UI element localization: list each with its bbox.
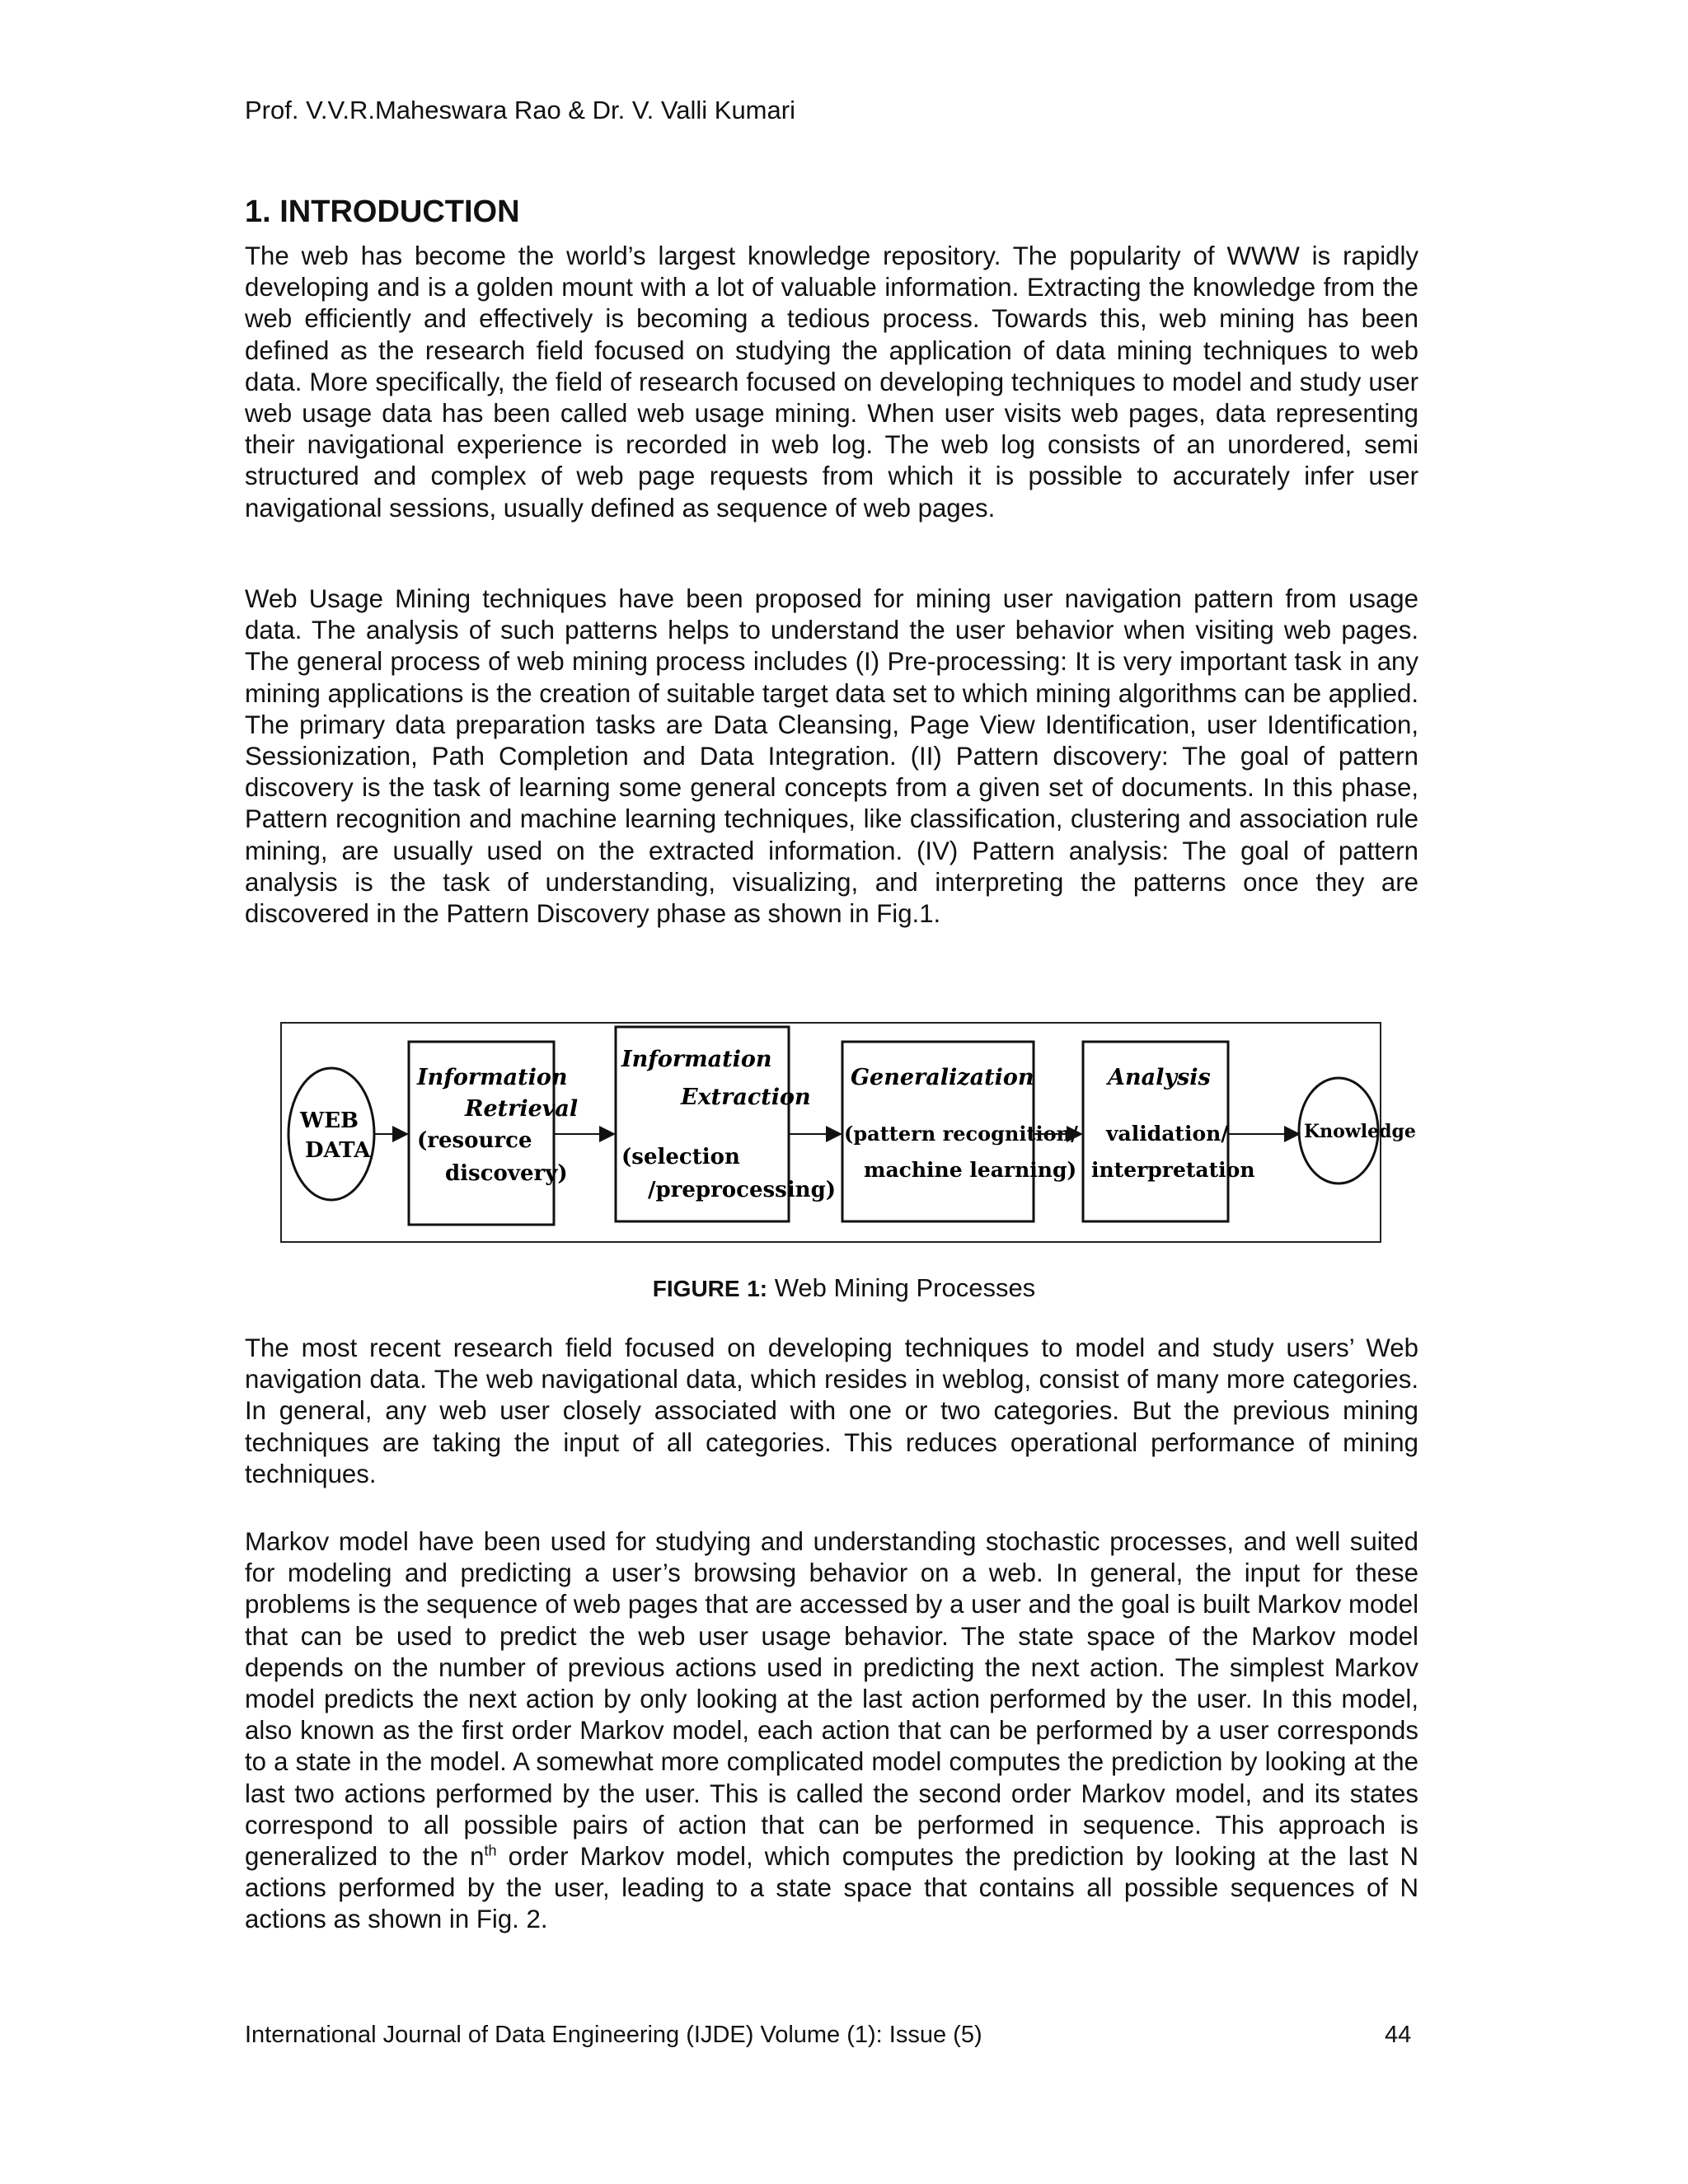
paragraph-4: [245, 1526, 1418, 1936]
paragraph-3: The most recent research field focused on developing techniques to model and study users’ Web navigation data. The web navigational data, which resides in weblog, consist of many more categories. In general, any web user closely associated with one or two categories. But the previous mining techniques are taking the input of all categories. This reduces operational performance of mining techniques.: [245, 1333, 1418, 1488]
ir-label-3: (resource: [417, 1128, 532, 1153]
web-data-label-2: DATA: [305, 1138, 371, 1163]
caption-number: 1: [747, 1276, 760, 1301]
paragraph-4-superscript: th: [484, 1842, 497, 1859]
section-heading: 1. INTRODUCTION: [245, 194, 520, 229]
web-data-label-1: WEB: [300, 1108, 359, 1133]
running-header-authors: Prof. V.V.R.Maheswara Rao & Dr. V. Valli Kumari: [245, 96, 795, 124]
ir-label-1: Information: [417, 1065, 568, 1090]
gen-label-2: (pattern recognition/: [844, 1122, 1078, 1146]
ie-label-4: /preprocessing): [648, 1178, 837, 1202]
ie-label-1: Information: [621, 1047, 772, 1072]
footer-journal: International Journal of Data Engineering (IJDE) Volume (1): Issue (5): [245, 2022, 982, 2048]
ir-label-4: discovery): [445, 1161, 568, 1186]
figure-web-mining-processes: [280, 1022, 1416, 1243]
ir-label-2: Retrieval: [465, 1096, 579, 1122]
paragraph-2: Web Usage Mining techniques have been proposed for mining user navigation pattern from usage data. The analysis of such patterns helps to understand the user behavior when visiting web pages. The general process of web mining process includes (I) Pre-processing: It is very important task in any mining applications is the creation of suitable target data set to which mining algorithms can be applied. The primary data preparation tasks are Data Cleansing, Page View Identification, user Identification, Sessionization, Path Completion and Data Integration. (II) Pattern discovery: The goal of pattern discovery is the task of learning some general concepts from a given set of documents. In this phase, Pattern recognition and machine learning techniques, like classification, clustering and association rule mining, are usually used on the extracted information. (IV) Pattern analysis: The goal of pattern analysis is the task of understanding, visualizing, and interpreting the patterns once they are discovered in the Pattern Discovery phase as shown in Fig.1.: [245, 584, 1418, 929]
knowledge-label: Knowledge: [1304, 1121, 1416, 1142]
ie-label-3: (selection: [621, 1145, 740, 1169]
gen-label-3: machine learning): [864, 1158, 1077, 1182]
an-label-1: Analysis: [1108, 1065, 1211, 1090]
web-data-node: [288, 1068, 374, 1200]
paragraph-4-part-2: order Markov model, which computes the prediction by looking at the last N actions performed by the user, leading to a state space that contains all possible sequences of N actions as shown in Fig. 2.: [245, 1842, 1418, 1934]
ie-label-2: Extraction: [681, 1085, 811, 1110]
caption-label: FIGURE: [652, 1276, 740, 1301]
an-label-2: validation/: [1106, 1122, 1229, 1146]
gen-label-1: Generalization: [851, 1065, 1034, 1090]
footer-page-number: 44: [1385, 2022, 1412, 2048]
paragraph-4-part-1: Markov model have been used for studying and understanding stochastic processes, and well suited for modeling and predicting a user’s browsing behavior on a web. In general, the input for these problems is the sequence of web pages that are accessed by a user and the goal is built Markov model that can be used to predict the web user usage behavior. The state space of the Markov model depends on the number of previous actions used in predicting the next action. The simplest Markov model predicts the next action by only looking at the last action performed by the user. In this model, also known as the first order Markov model, each action that can be performed by a user corresponds to a state in the model. A somewhat more complicated model computes the prediction by looking at the last two actions performed by the user. This is called the second order Markov model, and its states correspond to all possible pairs of action that can be performed in sequence. This approach is generalized to the n: [245, 1527, 1418, 1872]
figure-diagram: [282, 1024, 1416, 1241]
figure-caption: FIGURE 1: Web Mining Processes: [652, 1273, 1036, 1302]
an-label-3: interpretation: [1091, 1158, 1255, 1182]
paragraph-1: The web has become the world’s largest knowledge repository. The popularity of WWW is rapidly developing and is a golden mount with a lot of valuable information. Extracting the knowledge from the web efficiently and effectively is becoming a tedious process. Towards this, web mining has been defined as the research field focused on studying the application of data mining techniques to web data. More specifically, the field of research focused on developing techniques to model and study user web usage data has been called web usage mining. When user visits web pages, data representing their navigational experience is recorded in web log. The web log consists of an unordered, semi structured and complex of web page requests from which it is possible to accurately infer user navigational sessions, usually defined as sequence of web pages.: [245, 241, 1418, 523]
caption-text: Web Mining Processes: [774, 1273, 1036, 1302]
